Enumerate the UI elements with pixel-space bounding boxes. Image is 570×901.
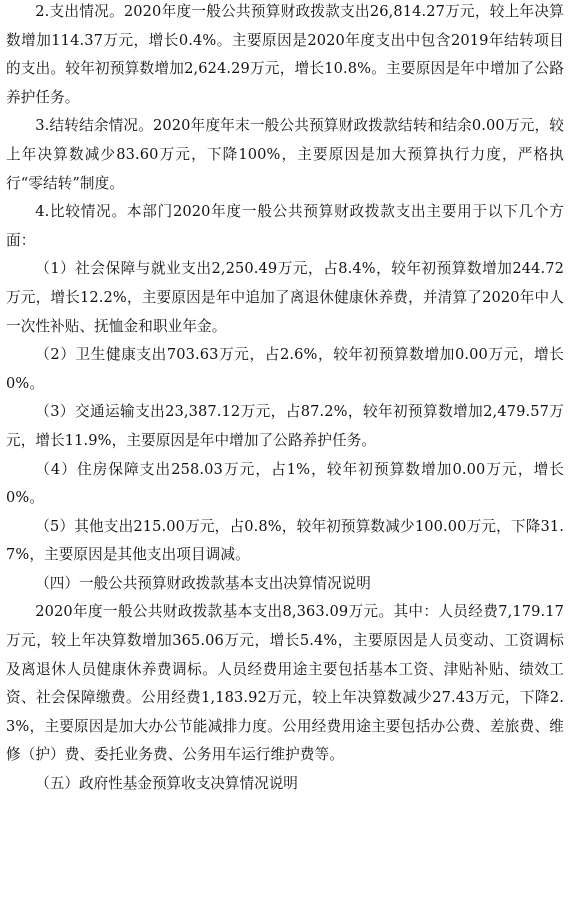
paragraph-health: （2）卫生健康支出703.63万元，占2.6%，较年初预算数增加0.00万元，增长0%。	[6, 346, 564, 392]
paragraph-transport: （3）交通运输支出23,387.12万元，占87.2%，较年初预算数增加2,479.57万元，增长11.9%，主要原因是年中增加了公路养护任务。	[6, 403, 564, 449]
section-heading-basic-expenditure: （四）一般公共预算财政拨款基本支出决算情况说明	[35, 574, 371, 592]
paragraph-comparison-intro: 4.比较情况。本部门2020年度一般公共预算财政拨款支出主要用于以下几个方面：	[6, 203, 564, 249]
paragraph-social-security: （1）社会保障与就业支出2,250.49万元，占8.4%，较年初预算数增加244.72万元，增长12.2%，主要原因是年中追加了离退休健康休养费，并清算了2020年中人一次性补贴、抚恤金和职业年金。	[6, 260, 564, 335]
section-heading-government-fund: （五）政府性基金预算收支决算情况说明	[35, 775, 298, 793]
paragraph-other: （5）其他支出215.00万元，占0.8%，较年初预算数减少100.00万元，下降31.7%，主要原因是其他支出项目调减。	[6, 517, 564, 564]
paragraph-expenditure: 2.支出情况。2020年度一般公共预算财政拨款支出26,814.27万元，较上年决算数增加114.37万元，增长0.4%。主要原因是2020年度支出中包含2019年结转项目的支出。较年初预算数增加2,624.29万元，增长10.8%。主要原因是年中增加了公路养护任务。	[6, 3, 564, 106]
paragraph-carryover: 3.结转结余情况。2020年度年末一般公共预算财政拨款结转和结余0.00万元，较上年决算数减少83.60万元，下降100%，主要原因是加大预算执行力度，严格执行“零结转”制度。	[6, 117, 564, 192]
paragraph-housing: （4）住房保障支出258.03万元，占1%，较年初预算数增加0.00万元，增长0%。	[6, 460, 564, 507]
paragraph-basic-expenditure: 2020年度一般公共财政拨款基本支出8,363.09万元。其中：人员经费7,179.17万元，较上年决算数增加365.06万元，增长5.4%，主要原因是人员变动、工资调标及离退休人员健康休养费调标。人员经费用途主要包括基本工资、津贴补贴、绩效工资、社会保障缴费。公用经费1,183.92万元，较上年决算数减少27.43万元，下降2.3%，主要原因是加大办公节能减排力度。公用经费用途主要包括办公费、差旅费、维修（护）费、委托业务费、公务用车运行维护费等。	[6, 603, 564, 764]
